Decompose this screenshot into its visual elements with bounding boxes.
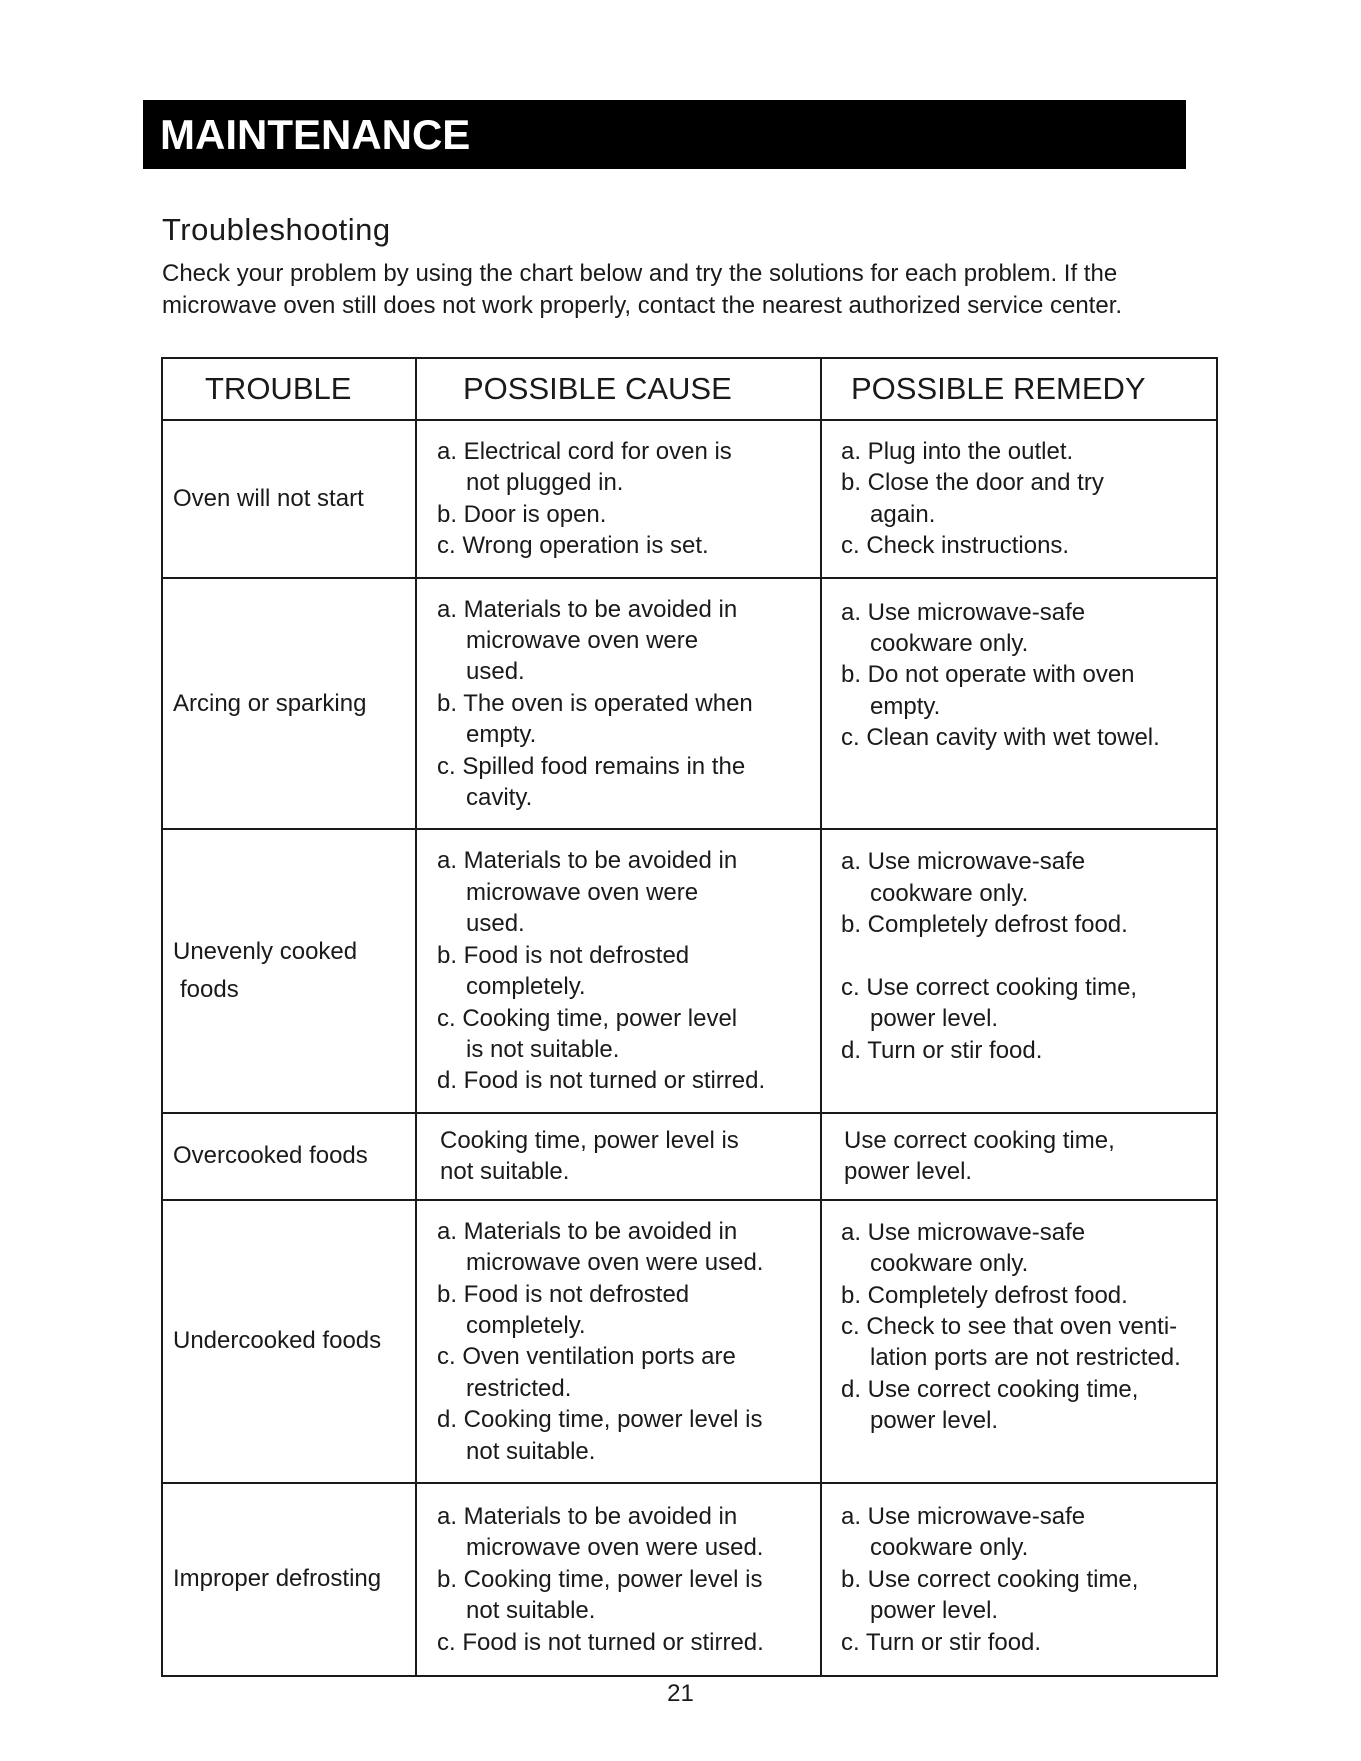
cause-line: Cooking time, power level is: [440, 1127, 739, 1155]
cause-line: b. Cooking time, power level is: [437, 1565, 763, 1593]
remedy-cell: [821, 420, 1217, 578]
trouble-text: Overcooked foods: [173, 1142, 368, 1170]
cause-line: d. Cooking time, power level is: [437, 1406, 763, 1434]
trouble-text: Unevenly cooked: [173, 938, 358, 966]
cause-line: microwave oven were used.: [466, 1534, 764, 1562]
table-row: [162, 1113, 1217, 1200]
remedy-cell: [821, 1113, 1217, 1200]
cause-line: b. Door is open.: [437, 500, 607, 528]
cause-cell: [416, 420, 821, 578]
remedy-line: a. Use microwave-safe: [841, 1502, 1086, 1530]
table-header-row: [162, 358, 1217, 420]
cause-cell: [416, 1483, 821, 1676]
page-subtitle: Troubleshooting: [162, 212, 391, 247]
header-possible-cause: POSSIBLE CAUSE: [416, 358, 821, 420]
cause-line: cavity.: [466, 784, 533, 812]
cause-line: not suitable.: [440, 1158, 570, 1186]
trouble-cell: [162, 829, 416, 1112]
remedy-line: power level.: [870, 1005, 999, 1033]
remedy-line: cookware only.: [870, 879, 1029, 907]
remedy-cell: [821, 578, 1217, 830]
header-possible-remedy: POSSIBLE REMEDY: [821, 358, 1217, 420]
cause-line: b. Food is not defrosted: [437, 1280, 690, 1308]
remedy-line: power level.: [870, 1407, 999, 1435]
cause-line: c. Spilled food remains in the: [437, 752, 746, 780]
remedy-line: c. Clean cavity with wet towel.: [841, 724, 1160, 752]
remedy-line: c. Use correct cooking time,: [841, 974, 1138, 1002]
trouble-text: Improper defrosting: [173, 1565, 382, 1593]
trouble-cell: [162, 420, 416, 578]
remedy-line: b. Use correct cooking time,: [841, 1565, 1139, 1593]
cause-line: not suitable.: [466, 1597, 596, 1625]
cause-line: used.: [466, 658, 525, 686]
cause-cell: [416, 1200, 821, 1483]
remedy-cell: [821, 829, 1217, 1112]
remedy-line: a. Use microwave-safe: [841, 1218, 1086, 1246]
remedy-cell: [821, 1200, 1217, 1483]
cause-line: not suitable.: [466, 1437, 596, 1465]
remedy-line: d. Use correct cooking time,: [841, 1375, 1139, 1403]
trouble-text: Undercooked foods: [173, 1327, 382, 1355]
remedy-line: cookware only.: [870, 1250, 1029, 1278]
trouble-text: Oven will not start: [173, 484, 364, 512]
table-row: [162, 420, 1217, 578]
cause-line: a. Materials to be avoided in: [437, 1217, 738, 1245]
cause-line: c. Wrong operation is set.: [437, 532, 709, 560]
cause-line: empty.: [466, 721, 537, 749]
trouble-cell: [162, 1200, 416, 1483]
cause-line: d. Food is not turned or stirred.: [437, 1067, 766, 1095]
cause-line: microwave oven were: [466, 627, 699, 655]
cause-line: a. Materials to be avoided in: [437, 595, 738, 623]
trouble-cell: [162, 1483, 416, 1676]
cause-line: microwave oven were used.: [466, 1249, 764, 1277]
cause-line: not plugged in.: [466, 469, 624, 497]
remedy-line: Use correct cooking time,: [844, 1127, 1115, 1155]
cause-cell: [416, 578, 821, 830]
trouble-text: Arcing or sparking: [173, 689, 367, 717]
remedy-line: c. Check instructions.: [841, 532, 1070, 560]
remedy-line: b. Do not operate with oven: [841, 661, 1135, 689]
cause-cell: [416, 829, 821, 1112]
cause-line: a. Materials to be avoided in: [437, 1502, 738, 1530]
remedy-line: lation ports are not restricted.: [870, 1344, 1181, 1372]
page-number: 21: [667, 1680, 694, 1707]
trouble-cell: [162, 1113, 416, 1200]
remedy-line: empty.: [870, 692, 941, 720]
remedy-line: c. Turn or stir food.: [841, 1628, 1042, 1656]
remedy-line: b. Close the door and try: [841, 469, 1104, 497]
remedy-line: b. Completely defrost food.: [841, 911, 1128, 939]
remedy-line: cookware only.: [870, 1534, 1029, 1562]
remedy-line: a. Plug into the outlet.: [841, 438, 1074, 465]
intro-paragraph: [162, 258, 1222, 322]
section-banner: MAINTENANCE: [143, 100, 1186, 169]
remedy-line: power level.: [844, 1158, 973, 1186]
cause-line: is not suitable.: [466, 1035, 620, 1063]
table-row: [162, 1483, 1217, 1676]
cause-line: used.: [466, 910, 525, 938]
cause-line: a. Electrical cord for oven is: [437, 438, 732, 465]
intro-line: microwave oven still does not work properly, contact the nearest authorized service center.: [162, 292, 1123, 319]
cause-cell: [416, 1113, 821, 1200]
cause-line: restricted.: [466, 1374, 572, 1402]
cause-line: completely.: [466, 1311, 586, 1339]
cause-line: a. Materials to be avoided in: [437, 847, 738, 875]
remedy-line: d. Turn or stir food.: [841, 1036, 1043, 1064]
remedy-line: a. Use microwave-safe: [841, 598, 1086, 626]
cause-line: c. Food is not turned or stirred.: [437, 1628, 764, 1656]
header-trouble: TROUBLE: [162, 358, 416, 420]
table-row: [162, 829, 1217, 1112]
cause-line: c. Cooking time, power level: [437, 1004, 738, 1032]
troubleshooting-table: [161, 357, 1218, 1677]
cause-line: microwave oven were: [466, 878, 699, 906]
cause-line: completely.: [466, 973, 586, 1001]
cause-line: b. Food is not defrosted: [437, 941, 690, 969]
trouble-text: foods: [180, 976, 239, 1004]
remedy-cell: [821, 1483, 1217, 1676]
cause-line: b. The oven is operated when: [437, 689, 753, 717]
remedy-line: a. Use microwave-safe: [841, 848, 1086, 876]
remedy-line: c. Check to see that oven venti-: [841, 1312, 1178, 1340]
cause-line: c. Oven ventilation ports are: [437, 1343, 736, 1371]
remedy-line: cookware only.: [870, 630, 1029, 658]
remedy-line: power level.: [870, 1597, 999, 1625]
remedy-line: b. Completely defrost food.: [841, 1281, 1128, 1309]
table-row: [162, 1200, 1217, 1483]
trouble-cell: [162, 578, 416, 830]
remedy-line: again.: [870, 500, 936, 528]
intro-line: Check your problem by using the chart below and try the solutions for each problem. If the: [162, 260, 1118, 287]
table-row: [162, 578, 1217, 830]
